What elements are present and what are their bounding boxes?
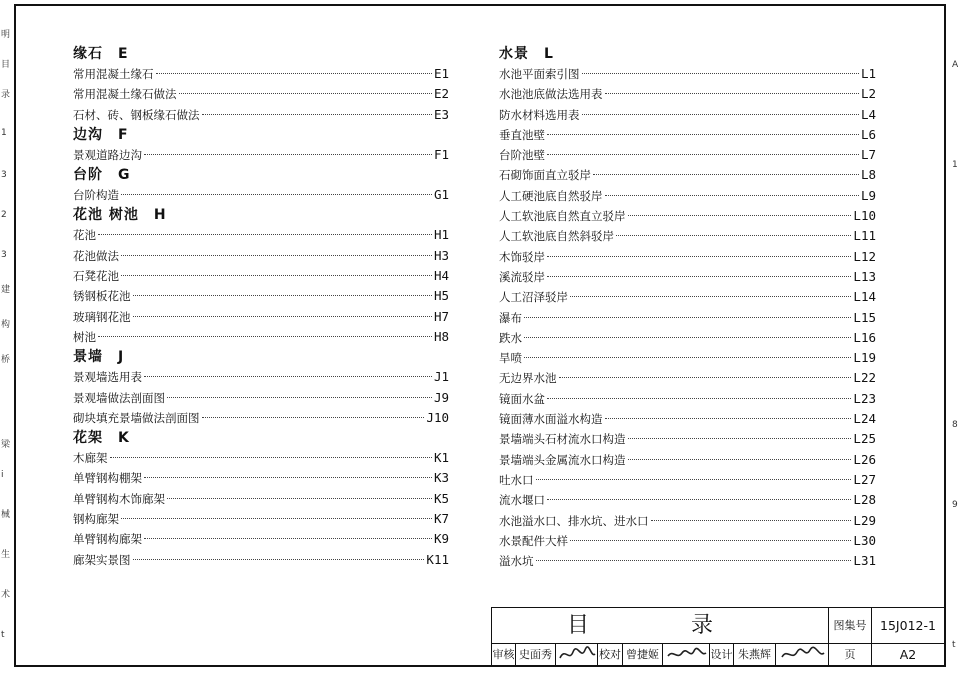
dot-leader (121, 194, 432, 195)
toc-entry (499, 84, 876, 104)
entry-title: 单臂钢构廊架 (73, 532, 142, 547)
dot-leader (582, 73, 859, 74)
toc-entry (73, 448, 449, 468)
entry-page-code: F1 (433, 146, 449, 162)
left-strip-char: 2 (1, 210, 7, 220)
toc-entry (499, 186, 876, 206)
section-heading: 水景 L (499, 46, 554, 62)
entry-page-code: L30 (853, 532, 876, 548)
dot-leader (570, 540, 851, 541)
entry-title: 木饰驳岸 (499, 249, 545, 264)
dot-leader (605, 418, 852, 419)
section-heading: 景墙 J (73, 349, 125, 366)
entry-title: 廊架实景图 (73, 552, 131, 567)
entry-page-code: L31 (853, 553, 876, 569)
entry-page-code: L12 (853, 248, 876, 264)
toc-entry (73, 145, 449, 165)
dot-leader (536, 479, 852, 480)
entry-page-code: L6 (860, 126, 876, 142)
atlas-number-label: 图集号 (829, 608, 872, 644)
right-binding-strip (951, 0, 963, 679)
dot-leader (144, 477, 432, 478)
dot-leader (133, 316, 432, 317)
entry-page-code: L22 (853, 370, 876, 386)
dot-leader (628, 438, 852, 439)
dot-leader (144, 376, 432, 377)
entry-title: 镜面薄水面溢水构造 (499, 412, 603, 427)
entry-page-code: H4 (433, 268, 449, 284)
dot-leader (547, 256, 851, 257)
entry-page-code: L27 (853, 471, 876, 487)
entry-title: 跌水 (499, 330, 522, 345)
entry-title: 防水材料选用表 (499, 107, 580, 122)
left-strip-char: 录 (1, 90, 11, 100)
checker-name: 曾捷姬 (623, 644, 663, 666)
left-strip-char: 3 (1, 250, 7, 260)
entry-page-code: J1 (433, 369, 449, 385)
right-strip-char: 8 (952, 420, 958, 430)
dot-leader (156, 73, 432, 74)
dot-leader (202, 417, 425, 418)
toc-entry (73, 489, 449, 509)
toc-entry (499, 287, 876, 307)
toc-right-column (499, 44, 876, 571)
entry-page-code: L13 (853, 268, 876, 284)
entry-title: 景观墙做法剖面图 (73, 390, 165, 405)
entry-page-code: H7 (433, 308, 449, 324)
entry-title: 台阶构造 (73, 188, 119, 203)
page-number: A2 (872, 644, 945, 666)
entry-page-code: E2 (433, 86, 449, 102)
toc-entry (499, 308, 876, 328)
dot-leader (133, 559, 425, 560)
dot-leader (593, 174, 859, 175)
toc-entry (73, 105, 449, 125)
dot-leader (524, 317, 851, 318)
right-strip-char: A (952, 60, 959, 70)
toc-entry (499, 409, 876, 429)
toc-entry (499, 511, 876, 531)
entry-page-code: L4 (860, 106, 876, 122)
entry-page-code: L19 (853, 350, 876, 366)
entry-title: 花池 (73, 228, 96, 243)
toc-entry (73, 408, 449, 428)
dot-leader (98, 336, 432, 337)
check-label: 校对 (598, 644, 623, 666)
toc-entry (499, 490, 876, 510)
dot-leader (121, 518, 432, 519)
entry-title: 木廊架 (73, 451, 108, 466)
dot-leader (167, 397, 432, 398)
toc-entry (73, 286, 449, 306)
entry-page-code: L26 (853, 451, 876, 467)
toc-entry (499, 165, 876, 185)
entry-page-code: L10 (853, 208, 876, 224)
dot-leader (582, 114, 859, 115)
toc-entry (73, 327, 449, 347)
toc-entry (499, 105, 876, 125)
toc-entry (499, 125, 876, 145)
dot-leader (110, 457, 432, 458)
toc-entry (499, 348, 876, 368)
entry-title: 景墙端头石材流水口构造 (499, 432, 626, 447)
design-label: 设计 (710, 644, 734, 666)
reviewer-name: 史面秀 (516, 644, 556, 666)
entry-page-code: K5 (433, 490, 449, 506)
left-strip-char: 明 (1, 30, 11, 40)
entry-title: 景观道路边沟 (73, 147, 142, 162)
right-strip-char: t (952, 640, 956, 650)
dot-leader (628, 215, 852, 216)
entry-page-code: L24 (853, 411, 876, 427)
entry-page-code: K1 (433, 450, 449, 466)
dot-leader (144, 538, 432, 539)
dot-leader (133, 295, 432, 296)
entry-title: 砌块填充景墙做法剖面图 (73, 410, 200, 425)
dot-leader (605, 93, 859, 94)
entry-page-code: L29 (853, 512, 876, 528)
dot-leader (98, 234, 432, 235)
entry-title: 石凳花池 (73, 269, 119, 284)
toc-entry (73, 509, 449, 529)
left-strip-char: 构 (1, 320, 11, 330)
entry-title: 镜面水盆 (499, 391, 545, 406)
toc-entry (499, 450, 876, 470)
atlas-number: 15J012-1 (872, 608, 945, 644)
dot-leader (536, 560, 852, 561)
dot-leader (570, 296, 851, 297)
entry-title: 花池做法 (73, 248, 119, 263)
entry-page-code: E3 (433, 106, 449, 122)
entry-page-code: K11 (426, 551, 449, 567)
entry-title: 瀑布 (499, 310, 522, 325)
left-strip-char: 桥 (1, 355, 11, 365)
dot-leader (605, 195, 859, 196)
entry-page-code: K7 (433, 511, 449, 527)
left-strip-char: 生 (1, 550, 11, 560)
entry-title: 常用混凝土缘石做法 (73, 87, 177, 102)
entry-page-code: H1 (433, 227, 449, 243)
entry-title: 景观墙选用表 (73, 370, 142, 385)
entry-title: 无边界水池 (499, 371, 557, 386)
left-strip-char: 械 (1, 510, 11, 520)
toc-left-column (73, 44, 449, 570)
dot-leader (524, 337, 851, 338)
toc-entry (499, 368, 876, 388)
entry-title: 单臂钢构棚架 (73, 471, 142, 486)
left-strip-char: 梁 (1, 440, 11, 450)
toc-entry (499, 470, 876, 490)
entry-page-code: K3 (433, 470, 449, 486)
toc-entry (73, 185, 449, 205)
toc-entry (499, 267, 876, 287)
toc-entry (73, 529, 449, 549)
entry-title: 水景配件大样 (499, 533, 568, 548)
entry-page-code: E1 (433, 66, 449, 81)
entry-page-code: L14 (853, 289, 876, 305)
entry-page-code: L25 (853, 431, 876, 447)
title-block-title: 目 录 (492, 608, 829, 644)
entry-title: 钢构廊架 (73, 512, 119, 527)
dot-leader (651, 520, 852, 521)
entry-page-code: L1 (860, 66, 876, 81)
toc-entry (73, 266, 449, 286)
toc-entry (73, 84, 449, 104)
dot-leader (121, 275, 432, 276)
designer-name: 朱燕辉 (734, 644, 776, 666)
section-heading: 边沟 F (73, 126, 129, 143)
toc-entry (499, 206, 876, 226)
entry-page-code: L7 (860, 147, 876, 163)
entry-title: 人工沼泽驳岸 (499, 290, 568, 305)
entry-page-code: H8 (433, 328, 449, 344)
toc-entry (73, 468, 449, 488)
entry-page-code: L8 (860, 167, 876, 183)
checker-signature (663, 644, 710, 666)
dot-leader (202, 114, 432, 115)
toc-entry (73, 550, 449, 570)
left-binding-strip (0, 0, 13, 679)
left-strip-char: 建 (1, 285, 11, 295)
section-heading: 花池 树池 H (73, 207, 167, 224)
entry-page-code: L16 (853, 329, 876, 345)
dot-leader (559, 377, 852, 378)
dot-leader (167, 498, 432, 499)
entry-page-code: G1 (433, 187, 449, 203)
entry-page-code: L9 (860, 187, 876, 203)
dot-leader (628, 459, 852, 460)
entry-title: 台阶池壁 (499, 148, 545, 163)
entry-title: 锈钢板花池 (73, 289, 131, 304)
toc-entry (499, 145, 876, 165)
page-label: 页 (829, 644, 872, 666)
left-strip-char: 目 (1, 60, 11, 70)
left-strip-char: t (1, 630, 5, 640)
toc-entry (73, 225, 449, 245)
right-strip-char: 9 (952, 500, 958, 510)
entry-title: 景墙端头金属流水口构造 (499, 452, 626, 467)
entry-title: 石材、砖、钢板缘石做法 (73, 107, 200, 122)
left-strip-char: i (1, 470, 4, 480)
toc-entry (499, 328, 876, 348)
dot-leader (547, 398, 851, 399)
entry-page-code: L2 (860, 86, 876, 102)
review-label: 审核 (492, 644, 516, 666)
toc-entry (499, 551, 876, 571)
toc-entry (73, 367, 449, 387)
entry-title: 人工软池底自然直立驳岸 (499, 209, 626, 224)
entry-page-code: L28 (853, 492, 876, 508)
entry-title: 水池平面索引图 (499, 67, 580, 81)
toc-entry (499, 389, 876, 409)
dot-leader (547, 276, 851, 277)
entry-page-code: H3 (433, 247, 449, 263)
entry-page-code: L11 (853, 228, 876, 244)
entry-title: 吐水口 (499, 472, 534, 487)
toc-entry (499, 531, 876, 551)
dot-leader (144, 154, 432, 155)
dot-leader (616, 235, 851, 236)
entry-title: 水池溢水口、排水坑、进水口 (499, 513, 649, 528)
entry-title: 树池 (73, 329, 96, 344)
entry-page-code: K9 (433, 531, 449, 547)
toc-entry (499, 226, 876, 246)
entry-title: 垂直池壁 (499, 127, 545, 142)
entry-title: 常用混凝土缘石 (73, 67, 154, 81)
reviewer-signature (556, 644, 598, 666)
entry-title: 流水堰口 (499, 493, 545, 508)
entry-page-code: J10 (426, 409, 449, 425)
toc-entry (73, 307, 449, 327)
entry-title: 人工软池底自然斜驳岸 (499, 229, 614, 244)
entry-page-code: J9 (433, 389, 449, 405)
dot-leader (179, 93, 432, 94)
dot-leader (524, 357, 851, 358)
right-strip-char: 1 (952, 160, 958, 170)
toc-entry (499, 64, 876, 84)
dot-leader (121, 255, 432, 256)
entry-title: 玻璃钢花池 (73, 309, 131, 324)
toc-entry (499, 429, 876, 449)
dot-leader (547, 154, 859, 155)
left-strip-char: 1 (1, 128, 7, 138)
toc-entry (499, 247, 876, 267)
toc-entry (73, 64, 449, 84)
toc-entry (73, 388, 449, 408)
entry-title: 溢水坑 (499, 554, 534, 569)
section-heading: 台阶 G (73, 167, 131, 184)
designer-signature (776, 644, 829, 666)
entry-title: 石砌饰面直立驳岸 (499, 168, 591, 183)
section-heading: 花架 K (73, 430, 130, 447)
entry-title: 单臂钢构木饰廊架 (73, 491, 165, 506)
dot-leader (547, 134, 859, 135)
left-strip-char: 术 (1, 590, 11, 600)
section-heading: 缘石 E (73, 46, 129, 62)
entry-title: 水池池底做法选用表 (499, 87, 603, 102)
title-block (491, 607, 945, 666)
entry-page-code: L15 (853, 309, 876, 325)
toc-entry (73, 246, 449, 266)
entry-title: 旱喷 (499, 351, 522, 366)
entry-title: 人工硬池底自然驳岸 (499, 188, 603, 203)
entry-page-code: H5 (433, 288, 449, 304)
left-strip-char: 3 (1, 170, 7, 180)
dot-leader (547, 499, 851, 500)
entry-page-code: L23 (853, 390, 876, 406)
entry-title: 溪流驳岸 (499, 269, 545, 284)
